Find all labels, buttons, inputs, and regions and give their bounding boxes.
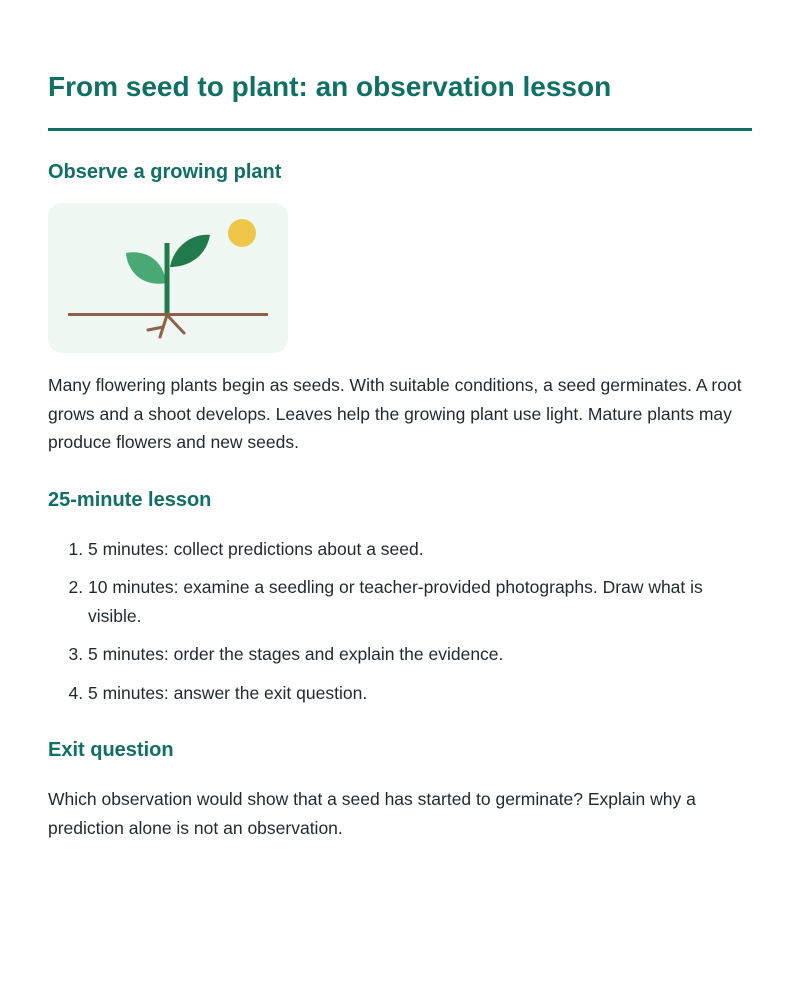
- lesson-step: 4. 5 minutes: answer the exit question.: [88, 679, 752, 708]
- roots-icon: [148, 315, 184, 337]
- right-leaf-icon: [170, 235, 210, 267]
- left-leaf-icon: [126, 252, 166, 284]
- lesson-step: 1. 5 minutes: collect predictions about a seed.: [88, 535, 752, 564]
- page-title: From seed to plant: an observation lesson: [48, 71, 612, 102]
- sun-icon: [228, 219, 256, 247]
- title-divider: [48, 128, 752, 131]
- seedling-illustration: [48, 203, 288, 353]
- intro-paragraph: Many flowering plants begin as seeds. With suitable conditions, a seed germinates. A root grows and a shoot develops. Leaves help the growing plant use light. Mature plants may produce flowers and new seeds.: [48, 375, 742, 453]
- exit-heading: Exit question: [48, 739, 174, 762]
- exit-paragraph: Which observation would show that a seed has started to germinate? Explain why a prediction alone is not an observation.: [48, 789, 696, 839]
- stem-icon: [165, 243, 170, 315]
- seedling-graphic: [48, 203, 288, 353]
- observe-heading: Observe a growing plant: [48, 161, 282, 183]
- lesson-heading: 25-minute lesson: [48, 489, 212, 512]
- lesson-steps: [48, 535, 752, 707]
- lesson-step: 2. 10 minutes: examine a seedling or teacher-provided photographs. Draw what is visible.: [88, 573, 752, 630]
- lesson-step: 3. 5 minutes: order the stages and explain the evidence.: [88, 640, 752, 669]
